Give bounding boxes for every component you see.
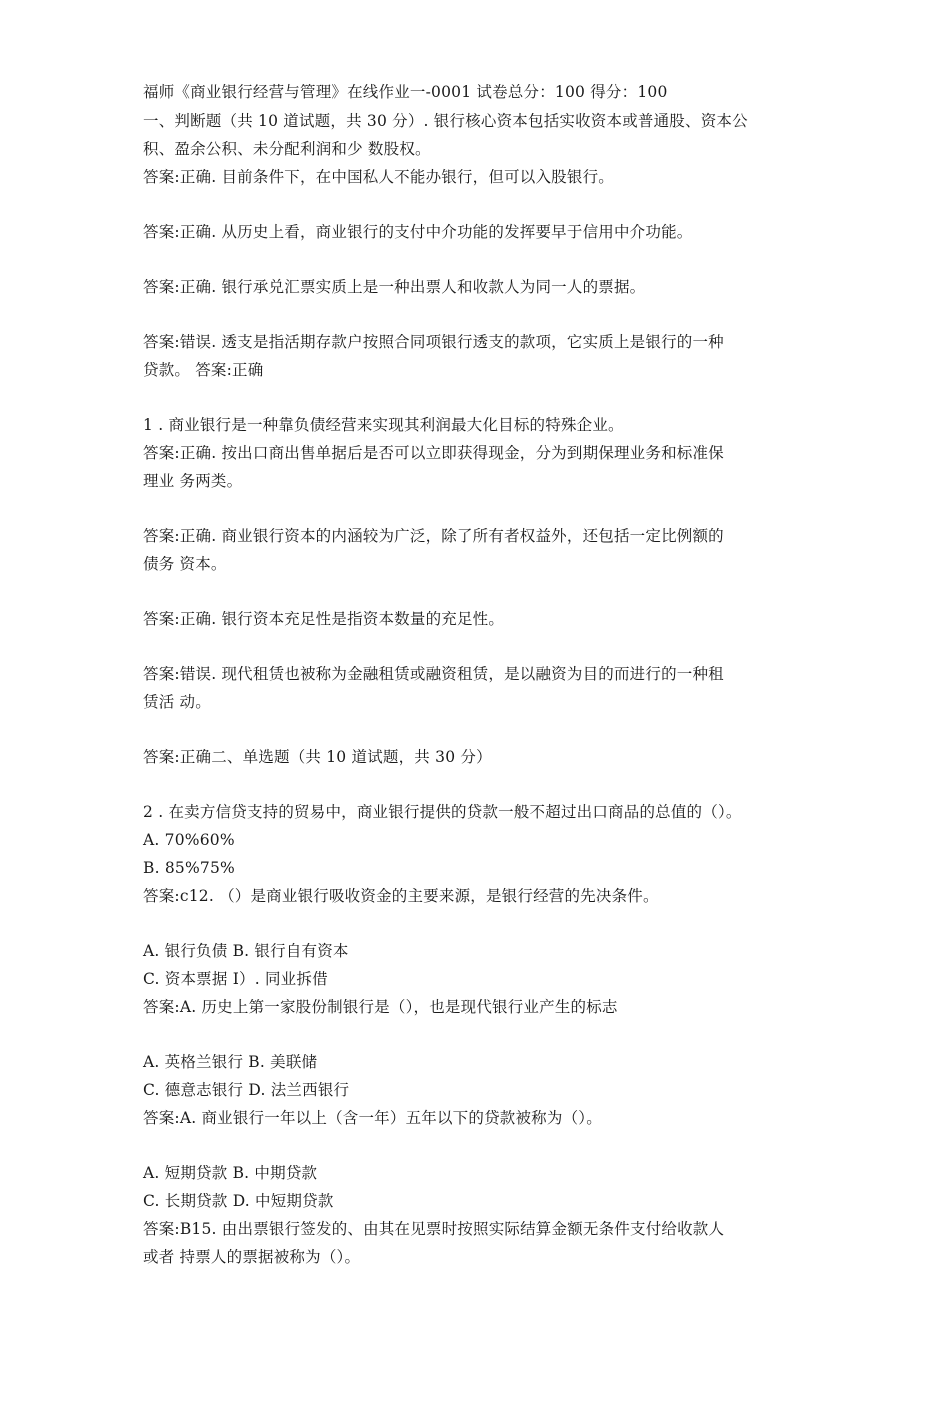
document-title: 福师《商业银行经营与管理》在线作业一-0001 试卷总分：100 得分：100: [143, 83, 668, 101]
text-line: 答案:正确. 商业银行资本的内涵较为广泛，除了所有者权益外，还包括一定比例额的: [143, 527, 724, 545]
text-line: 答案:错误. 透支是指活期存款户按照合同项银行透支的款项，它实质上是银行的一种: [143, 333, 724, 351]
option-line: C. 长期贷款 D. 中短期贷款: [143, 1192, 334, 1210]
text-line: 答案:错误. 现代租赁也被称为金融租赁或融资租赁，是以融资为目的而进行的一种租: [143, 665, 724, 683]
text-line: 答案:A. 历史上第一家股份制银行是（），也是现代银行业产生的标志: [143, 998, 618, 1016]
text-line: 答案:B15. 由出票银行签发的、由其在见票时按照实际结算金额无条件支付给收款人: [143, 1220, 725, 1238]
text-line: 赁活 动。: [143, 693, 211, 711]
text-line: 积、盈余公积、未分配利润和少 数股权。: [143, 140, 431, 158]
text-line: 答案:A. 商业银行一年以上（含一年）五年以下的贷款被称为（）。: [143, 1109, 602, 1127]
text-line: 债务 资本。: [143, 555, 227, 573]
text-line: 答案:c12. （）是商业银行吸收资金的主要来源，是银行经营的先决条件。: [143, 887, 659, 905]
text-line: 或者 持票人的票据被称为（）。: [143, 1248, 361, 1266]
text-line: 答案:正确. 目前条件下，在中国私人不能办银行，但可以入股银行。: [143, 168, 614, 186]
text-line: 一、判断题（共 10 道试题，共 30 分）. 银行核心资本包括实收资本或普通股、资本公: [143, 112, 748, 130]
text-line: 贷款。 答案:正确: [143, 361, 264, 379]
option-line: A. 银行负债 B. 银行自有资本: [143, 942, 349, 960]
text-line: 答案:正确. 银行承兑汇票实质上是一种出票人和收款人为同一人的票据。: [143, 278, 646, 296]
text-line: 答案:正确. 银行资本充足性是指资本数量的充足性。: [143, 610, 505, 628]
option-line: A. 英格兰银行 B. 美联储: [143, 1053, 318, 1071]
text-line: 理业 务两类。: [143, 472, 243, 490]
text-line: 答案:正确. 按出口商出售单据后是否可以立即获得现金，分为到期保理业务和标准保: [143, 444, 724, 462]
section-heading: 答案:正确二、单选题（共 10 道试题，共 30 分）: [143, 748, 492, 766]
text-line: 答案:正确. 从历史上看，商业银行的支付中介功能的发挥要早于信用中介功能。: [143, 223, 693, 241]
option-line: B. 85%75%: [143, 859, 235, 877]
option-line: A. 70%60%: [143, 831, 235, 849]
text-line: 1 . 商业银行是一种靠负债经营来实现其利润最大化目标的特殊企业。: [143, 416, 624, 434]
option-line: A. 短期贷款 B. 中期贷款: [143, 1164, 318, 1182]
option-line: C. 资本票据 I）. 同业拆借: [143, 970, 328, 988]
option-line: C. 德意志银行 D. 法兰西银行: [143, 1081, 350, 1099]
text-line: 2 . 在卖方信贷支持的贸易中，商业银行提供的贷款一般不超过出口商品的总值的（）。: [143, 803, 742, 821]
